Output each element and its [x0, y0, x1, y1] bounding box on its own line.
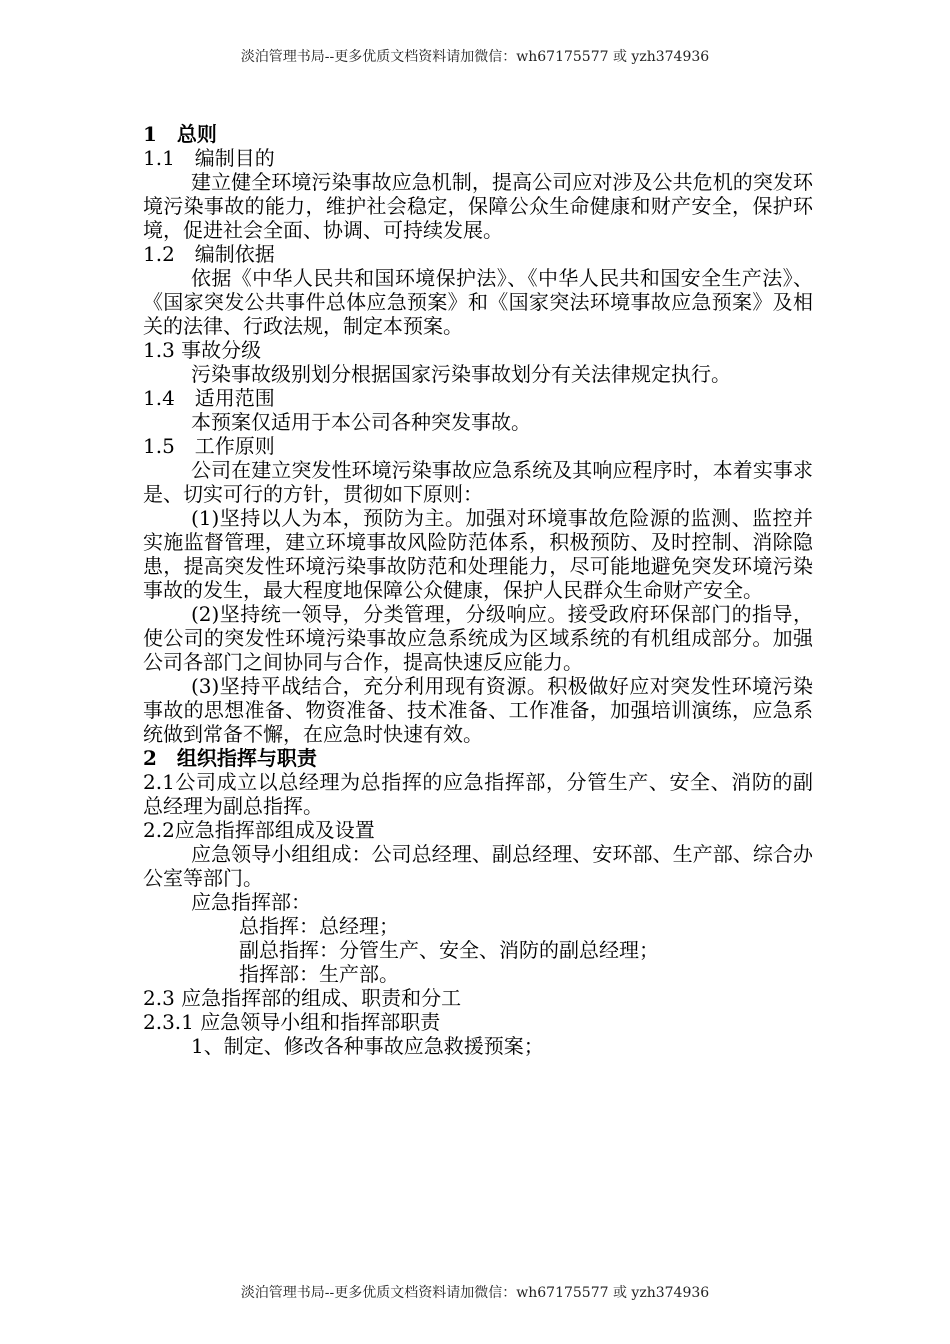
list-item: 总指挥：总经理；	[239, 914, 399, 938]
list-item: 1、制定、修改各种事故应急救援预案；	[191, 1034, 544, 1058]
subsection-heading: 1.5 工作原则	[143, 434, 275, 458]
paragraph: 公司在建立突发性环境污染事故应急系统及其响应程序时，本着实事求是、切实可行的方针，贯彻如下原则：	[143, 458, 813, 506]
document-body	[143, 122, 813, 1058]
subsection-heading: 2.3.1 应急领导小组和指挥部职责	[143, 1010, 441, 1034]
page-header: 淡泊管理书局--更多优质文档资料请加微信：wh67175577 或 yzh374936	[240, 49, 710, 65]
paragraph: 建立健全环境污染事故应急机制，提高公司应对涉及公共危机的突发环境污染事故的能力，维护社会稳定，保障公众生命健康和财产安全，保护环境，促进社会全面、协调、可持续发展。	[143, 170, 813, 242]
list-item: 应急指挥部：	[191, 890, 311, 914]
paragraph: 应急领导小组组成：公司总经理、副总经理、安环部、生产部、综合办公室等部门。	[143, 842, 813, 890]
section-heading: 2 组织指挥与职责	[143, 746, 317, 770]
subsection-heading: 1.4 适用范围	[143, 386, 275, 410]
subsection-heading: 1.3 事故分级	[143, 338, 262, 362]
section-heading: 1 总则	[143, 122, 217, 146]
paragraph: 依据《中华人民共和国环境保护法》、《中华人民共和国安全生产法》、《国家突发公共事件总体应急预案》和《国家突法环境事故应急预案》及相关的法律、行政法规，制定本预案。	[143, 266, 813, 338]
list-item: 副总指挥：分管生产、安全、消防的副总经理；	[239, 938, 659, 962]
principle-item: (1)坚持以人为本，预防为主。加强对环境事故危险源的监测、监控并实施监督管理，建立环境事故风险防范体系，积极预防、及时控制、消除隐患，提高突发性环境污染事故防范和处理能力，尽可能地避免突发环境污染事故的发生，最大程度地保障公众健康，保护人民群众生命财产安全。	[143, 506, 813, 602]
principle-item: (3)坚持平战结合，充分利用现有资源。积极做好应对突发性环境污染事故的思想准备、物资准备、技术准备、工作准备，加强培训演练，应急系统做到常备不懈，在应急时快速有效。	[143, 674, 813, 746]
principle-item: (2)坚持统一领导，分类管理，分级响应。接受政府环保部门的指导，使公司的突发性环境污染事故应急系统成为区域系统的有机组成部分。加强公司各部门之间协同与合作，提高快速反应能力。	[143, 602, 813, 674]
list-item: 指挥部：生产部。	[239, 962, 399, 986]
paragraph: 污染事故级别划分根据国家污染事故划分有关法律规定执行。	[191, 362, 731, 386]
subsection-heading: 2.3 应急指挥部的组成、职责和分工	[143, 986, 462, 1010]
subsection-heading: 1.2 编制依据	[143, 242, 275, 266]
subsection-heading: 2.2应急指挥部组成及设置	[143, 818, 375, 842]
page-footer: 淡泊管理书局--更多优质文档资料请加微信：wh67175577 或 yzh374936	[240, 1285, 710, 1301]
subsection-heading: 1.1 编制目的	[143, 146, 275, 170]
paragraph: 2.1公司成立以总经理为总指挥的应急指挥部，分管生产、安全、消防的副总经理为副总指挥。	[143, 770, 813, 818]
paragraph: 本预案仅适用于本公司各种突发事故。	[191, 410, 531, 434]
